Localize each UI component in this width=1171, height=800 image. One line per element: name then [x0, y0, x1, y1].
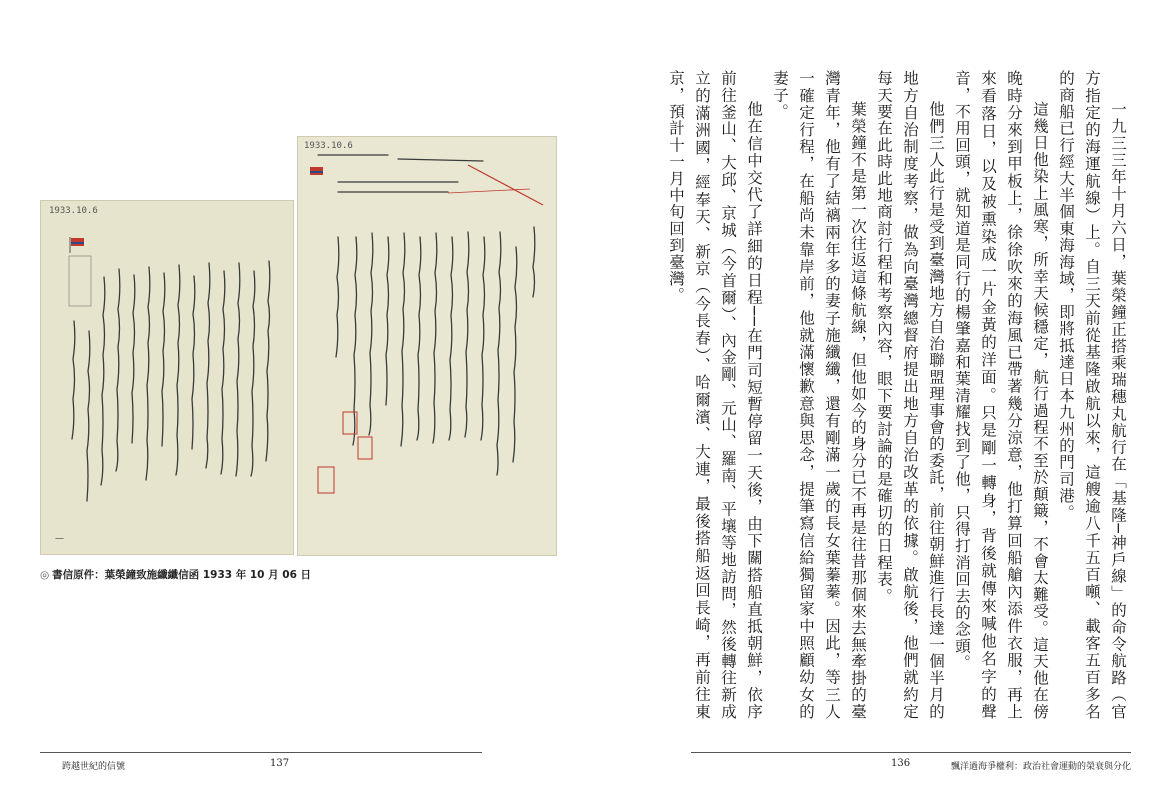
footer-book-title: 跨越世紀的信號	[62, 762, 126, 772]
caption-bullet-icon: ◎	[40, 569, 50, 581]
footer-chapter-title: 飄洋過海爭權利：政治社會運動的榮衰與分化	[951, 762, 1132, 772]
paragraph-5: 他在信中交代了詳細的日程──在門司短暫停留一天後，由下關搭船直抵朝鮮，依序前往釜山、大邱、京城（今首爾）、內金剛、元山、羅南、平壤等地訪問，然後轉往新成立的滿洲國，經奉天、新京（今長春）、哈爾濱、大連，最後搭船返回長崎，再前往東京，預計十一月中旬回到臺灣。	[667, 70, 763, 720]
handwritten-letter-2-icon	[298, 137, 556, 555]
letter-sheet-2-image	[297, 136, 557, 556]
caption-text: 書信原件：葉榮鐘致施纖纖信函 1933 年 10 月 06 日	[52, 569, 312, 581]
left-page	[0, 0, 585, 800]
image-caption	[40, 567, 460, 582]
letter2-date-stamp: 1933.10.6	[304, 141, 353, 151]
page-number-right: 136	[891, 758, 911, 769]
paragraph-1: 一九三三年十月六日，葉榮鐘正搭乘瑞穗丸航行在「基隆─神戶線」的命令航路（官方指定的海運航線）上。自三天前從基隆啟航以來，這艘逾八千五百噸、載客五百多名的商船已行經大半個東海海域，即將抵達日本九州的門司港。	[1057, 70, 1127, 720]
footer-rule-right	[691, 752, 1131, 753]
page-number-left: 137	[270, 758, 290, 769]
handwritten-letter-1-icon	[41, 201, 293, 554]
paragraph-4: 葉榮鐘不是第一次往返這條航線，但他如今的身分已不再是往昔那個來去無牽掛的臺灣青年，他有了結褵兩年多的妻子施纖纖，還有剛滿一歲的長女葉蓁蓁。因此，等三人一確定行程，在船尚未靠岸前，他就滿懷歉意與思念，提筆寫信給獨留家中照顧幼女的妻子。	[771, 70, 867, 720]
letter-sheet-1-image	[40, 200, 294, 555]
letter1-date-stamp: 1933.10.6	[49, 206, 98, 216]
paragraph-3: 他們三人此行是受到臺灣地方自治聯盟理事會的委託，前往朝鮮進行長達一個半月的地方自治制度考察，做為向臺灣總督府提出地方自治改革的依據。啟航後，他們就約定每天要在此時此地商討行程和考察內容，眼下要討論的是確切的日程表。	[875, 70, 945, 720]
footer-rule-left	[40, 752, 482, 753]
paragraph-2: 這幾日他染上風寒，所幸天候穩定，航行過程不至於顛簸，不會太難受。這天他在傍晚時分來到甲板上，徐徐吹來的海風已帶著幾分涼意，他打算回船艙內添件衣服，再上來看落日，以及被熏染成一片金黃的洋面。只是剛一轉身，背後就傳來喊他名字的聲音，不用回頭，就知道是同行的楊肇嘉和葉清耀找到了他，只得打消回去的念頭。	[953, 70, 1049, 720]
body-text-vertical	[667, 70, 1131, 720]
svg-text:—: —	[55, 534, 64, 544]
right-page	[586, 0, 1171, 800]
